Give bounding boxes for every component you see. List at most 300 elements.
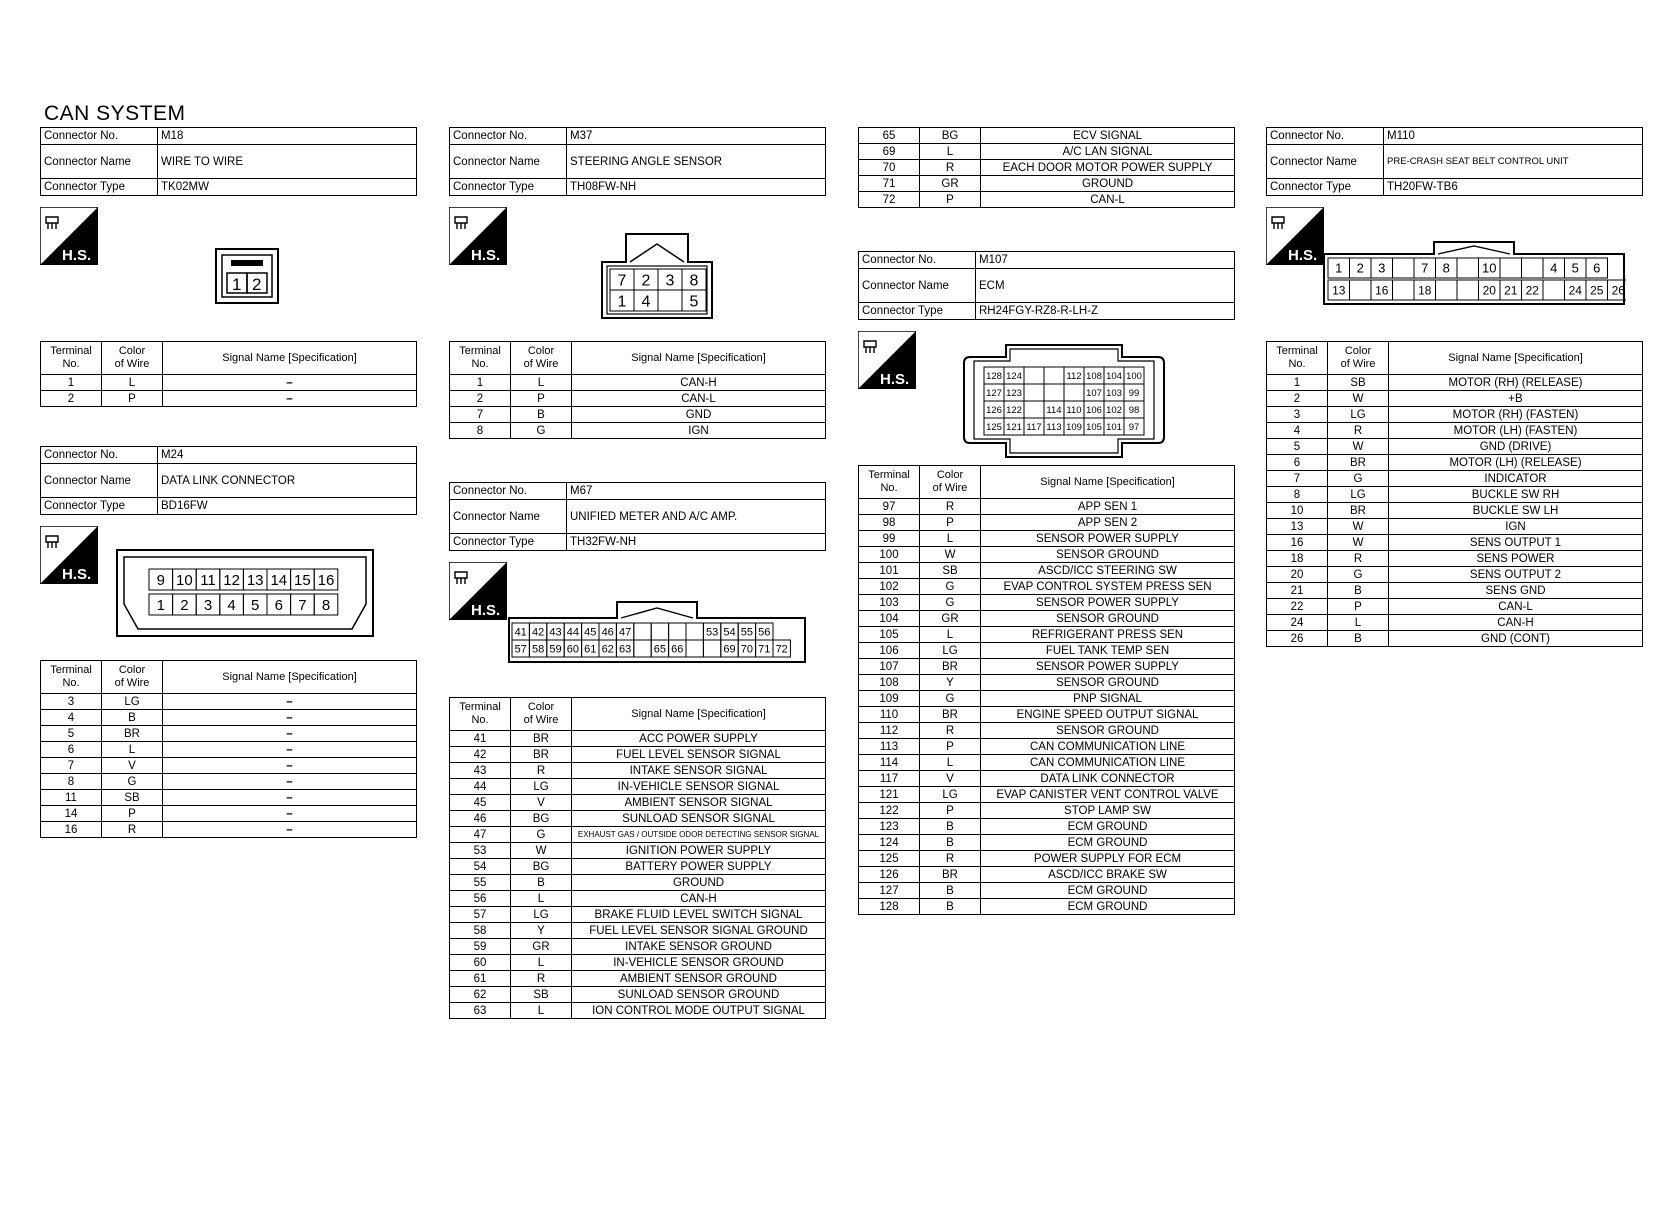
terminal-no: 2: [450, 391, 511, 407]
hs-label: H.S.: [62, 247, 92, 264]
signal-name: ASCD/ICC BRAKE SW: [981, 867, 1235, 883]
wire-color: W: [1328, 439, 1389, 455]
pin-row: [859, 835, 1235, 851]
terminal-no: 47: [450, 827, 511, 843]
m37-connector-type: TH08FW-NH: [567, 179, 826, 196]
signal-name: APP SEN 1: [981, 499, 1235, 515]
terminal-no: 53: [450, 843, 511, 859]
m107-connector-info: [858, 251, 1235, 320]
wire-color: V: [920, 771, 981, 787]
wire-color: L: [511, 955, 572, 971]
terminal-no: 58: [450, 923, 511, 939]
terminal-no: 16: [41, 822, 102, 838]
m107-pin: 102: [1106, 404, 1122, 416]
terminal-no: 45: [450, 795, 511, 811]
pin-row: [859, 867, 1235, 883]
terminal-no: 117: [859, 771, 920, 787]
signal-name: FUEL LEVEL SENSOR SIGNAL: [572, 747, 826, 763]
signal-name: CAN-L: [572, 391, 826, 407]
pin-row: [1267, 487, 1643, 503]
pin-row: [859, 691, 1235, 707]
pin-row: [450, 1003, 826, 1019]
wire-color: R: [511, 971, 572, 987]
pin-cell: [686, 640, 703, 657]
wire-color: G: [920, 691, 981, 707]
pin-row: [859, 819, 1235, 835]
wire-color: BR: [102, 726, 163, 742]
wire-color: G: [511, 423, 572, 439]
pin-row: [450, 859, 826, 875]
header-terminal-no: Terminal No.: [41, 342, 102, 375]
m110-pin: 13: [1332, 283, 1346, 298]
signal-name: GND (CONT): [1389, 631, 1643, 647]
signal-name: MOTOR (RH) (FASTEN): [1389, 407, 1643, 423]
terminal-no: 7: [1267, 471, 1328, 487]
signal-name: GND: [572, 407, 826, 423]
pin-row: [41, 758, 417, 774]
header-terminal-no: Terminal No.: [859, 466, 920, 499]
wire-color: G: [1328, 471, 1389, 487]
terminal-no: 97: [859, 499, 920, 515]
pin-row: [859, 899, 1235, 915]
wire-color: P: [102, 806, 163, 822]
signal-name: FUEL LEVEL SENSOR SIGNAL GROUND: [572, 923, 826, 939]
signal-name: SENSOR GROUND: [981, 611, 1235, 627]
signal-name: –: [163, 790, 417, 806]
label-connector-no: Connector No.: [1267, 128, 1384, 145]
terminal-no: 110: [859, 707, 920, 723]
pin-cell: [658, 290, 682, 311]
signal-name: MOTOR (LH) (RELEASE): [1389, 455, 1643, 471]
pin-row: [41, 726, 417, 742]
pin-cell: [1024, 384, 1044, 401]
pin-row: [450, 779, 826, 795]
header-signal-name: Signal Name [Specification]: [981, 466, 1235, 499]
pin-row: [859, 176, 1235, 192]
wire-color: W: [920, 547, 981, 563]
m110-pin: 20: [1482, 283, 1496, 298]
m18-pin: 2: [252, 275, 262, 294]
wire-color: B: [920, 835, 981, 851]
signal-name: SENS GND: [1389, 583, 1643, 599]
pin-row: [859, 883, 1235, 899]
signal-name: IGN: [1389, 519, 1643, 535]
wire-color: R: [1328, 423, 1389, 439]
pin-cell: [1024, 367, 1044, 384]
wire-color: W: [1328, 519, 1389, 535]
signal-name: PNP SIGNAL: [981, 691, 1235, 707]
signal-name: IGN: [572, 423, 826, 439]
m67-pin: 43: [549, 626, 562, 639]
m24-pin: 1: [156, 596, 165, 614]
label-connector-name: Connector Name: [859, 269, 976, 303]
pin-row: [1267, 583, 1643, 599]
wire-color: B: [1328, 583, 1389, 599]
m24-pin: 12: [223, 571, 240, 589]
signal-name: –: [163, 391, 417, 407]
signal-name: ACC POWER SUPPLY: [572, 731, 826, 747]
wire-color: P: [920, 739, 981, 755]
m110-connector-face: [1322, 240, 1626, 306]
pin-row: [859, 755, 1235, 771]
wire-color: LG: [511, 779, 572, 795]
m67-pin: 70: [740, 643, 754, 656]
m24-connector-info: [40, 446, 417, 515]
signal-name: INTAKE SENSOR SIGNAL: [572, 763, 826, 779]
terminal-no: 7: [450, 407, 511, 423]
pin-cell: [669, 623, 686, 640]
m107-pin: 109: [1066, 421, 1082, 433]
label-connector-no: Connector No.: [41, 447, 158, 464]
pin-cell: [1350, 280, 1372, 300]
m24-pin: 3: [203, 596, 213, 614]
label-connector-type: Connector Type: [1267, 179, 1384, 196]
m110-pin: 8: [1442, 260, 1450, 276]
pin-row: [1267, 471, 1643, 487]
m67-pin: 45: [584, 626, 597, 639]
header-terminal-no: Terminal No.: [1267, 342, 1328, 375]
pin-row: [450, 811, 826, 827]
pin-row: [859, 563, 1235, 579]
signal-name: SENSOR GROUND: [981, 723, 1235, 739]
wire-color: G: [1328, 567, 1389, 583]
header-signal-name: Signal Name [Specification]: [1389, 342, 1643, 375]
pin-row: [859, 787, 1235, 803]
pin-row: [41, 790, 417, 806]
wire-color: LG: [1328, 487, 1389, 503]
m107-pin: 123: [1006, 387, 1022, 399]
signal-name: +B: [1389, 391, 1643, 407]
m37-pin: 8: [689, 272, 699, 290]
signal-name: MOTOR (LH) (FASTEN): [1389, 423, 1643, 439]
terminal-no: 46: [450, 811, 511, 827]
pin-row: [859, 515, 1235, 531]
m37-connector-no: M37: [567, 128, 826, 145]
terminal-no: 125: [859, 851, 920, 867]
hs-label: H.S.: [1288, 247, 1318, 264]
terminal-no: 1: [41, 375, 102, 391]
pin-row: [450, 747, 826, 763]
signal-name: CAN COMMUNICATION LINE: [981, 755, 1235, 771]
m110-pin: 7: [1421, 260, 1429, 276]
wire-color: BR: [1328, 455, 1389, 471]
signal-name: –: [163, 822, 417, 838]
wire-color: B: [1328, 631, 1389, 647]
m18-connector-face: [215, 248, 281, 306]
wire-color: BG: [511, 859, 572, 875]
signal-name: CAN-H: [572, 375, 826, 391]
m67-pin: 62: [601, 643, 614, 656]
terminal-no: 5: [1267, 439, 1328, 455]
pin-row: [41, 822, 417, 838]
terminal-no: 61: [450, 971, 511, 987]
wire-color: W: [511, 843, 572, 859]
signal-name: ION CONTROL MODE OUTPUT SIGNAL: [572, 1003, 826, 1019]
terminal-no: 22: [1267, 599, 1328, 615]
m67-pin: 46: [601, 626, 614, 639]
pin-row: [859, 611, 1235, 627]
pin-row: [859, 627, 1235, 643]
signal-name: EACH DOOR MOTOR POWER SUPPLY: [981, 160, 1235, 176]
signal-name: CAN-H: [1389, 615, 1643, 631]
terminal-no: 8: [1267, 487, 1328, 503]
terminal-no: 4: [1267, 423, 1328, 439]
wire-color: P: [920, 515, 981, 531]
signal-name: BRAKE FLUID LEVEL SWITCH SIGNAL: [572, 907, 826, 923]
pin-cell: [1522, 258, 1544, 278]
label-connector-type: Connector Type: [450, 534, 567, 551]
wire-color: SB: [102, 790, 163, 806]
signal-name: GND (DRIVE): [1389, 439, 1643, 455]
wire-color: L: [1328, 615, 1389, 631]
pin-row: [450, 955, 826, 971]
m24-pin: 6: [274, 596, 283, 614]
m67-pin: 41: [514, 626, 527, 639]
m24-pin: 14: [270, 571, 288, 589]
m67-pin: 71: [758, 643, 771, 656]
terminal-no: 6: [41, 742, 102, 758]
wire-color: L: [511, 375, 572, 391]
terminal-no: 69: [859, 144, 920, 160]
terminal-no: 128: [859, 899, 920, 915]
wire-color: BR: [920, 867, 981, 883]
m24-pin: 8: [321, 596, 331, 614]
hs-label: H.S.: [471, 602, 501, 619]
pin-row: [41, 774, 417, 790]
hs-harness-side-icon: [40, 207, 98, 265]
m110-pin: 6: [1593, 260, 1601, 276]
m110-pin: 2: [1356, 260, 1364, 276]
pin-row: [450, 375, 826, 391]
pin-cell: [1393, 280, 1415, 300]
terminal-no: 18: [1267, 551, 1328, 567]
pin-row: [1267, 599, 1643, 615]
pin-row: [450, 423, 826, 439]
wire-color: BR: [920, 659, 981, 675]
wire-color: R: [920, 160, 981, 176]
m107-pin: 125: [986, 421, 1002, 433]
signal-name: INDICATOR: [1389, 471, 1643, 487]
label-connector-type: Connector Type: [450, 179, 567, 196]
signal-name: –: [163, 742, 417, 758]
pin-row: [1267, 519, 1643, 535]
pin-row: [450, 843, 826, 859]
signal-name: BUCKLE SW LH: [1389, 503, 1643, 519]
m110-pin: 3: [1378, 260, 1386, 276]
pin-cell: [1500, 258, 1522, 278]
wire-color: SB: [920, 563, 981, 579]
m37-pin: 3: [665, 272, 675, 290]
label-connector-no: Connector No.: [859, 252, 976, 269]
m107-pin: 124: [1006, 370, 1022, 382]
signal-name: –: [163, 710, 417, 726]
signal-name: ASCD/ICC STEERING SW: [981, 563, 1235, 579]
terminal-no: 54: [450, 859, 511, 875]
terminal-no: 100: [859, 547, 920, 563]
label-connector-type: Connector Type: [859, 303, 976, 320]
wire-color: P: [511, 391, 572, 407]
pin-row: [41, 375, 417, 391]
signal-name: ECV SIGNAL: [981, 128, 1235, 144]
terminal-no: 16: [1267, 535, 1328, 551]
m107-pin: 127: [986, 387, 1002, 399]
m67-connector-name: UNIFIED METER AND A/C AMP.: [567, 500, 826, 534]
signal-name: MOTOR (RH) (RELEASE): [1389, 375, 1643, 391]
pin-cell: [1457, 280, 1479, 300]
signal-name: ECM GROUND: [981, 883, 1235, 899]
signal-name: CAN-H: [572, 891, 826, 907]
m24-connector-no: M24: [158, 447, 417, 464]
pin-row: [450, 391, 826, 407]
wire-color: SB: [511, 987, 572, 1003]
signal-name: ENGINE SPEED OUTPUT SIGNAL: [981, 707, 1235, 723]
signal-name: STOP LAMP SW: [981, 803, 1235, 819]
wire-color: BR: [1328, 503, 1389, 519]
terminal-no: 71: [859, 176, 920, 192]
wire-color: BR: [511, 731, 572, 747]
terminal-no: 3: [41, 694, 102, 710]
pin-cell: [1436, 280, 1458, 300]
signal-name: ECM GROUND: [981, 819, 1235, 835]
wire-color: LG: [102, 694, 163, 710]
wire-color: LG: [1328, 407, 1389, 423]
terminal-no: 103: [859, 595, 920, 611]
wire-color: R: [920, 499, 981, 515]
m110-connector-info: [1266, 127, 1643, 196]
pin-row: [859, 723, 1235, 739]
m107-pin: 99: [1128, 387, 1140, 399]
wire-color: G: [920, 579, 981, 595]
m110-pin: 10: [1482, 260, 1497, 276]
wire-color: G: [511, 827, 572, 843]
m67-connector-info: [449, 482, 826, 551]
m67-pin: 42: [531, 626, 545, 639]
pin-cell: [1024, 401, 1044, 418]
wire-color: L: [511, 1003, 572, 1019]
signal-name: GROUND: [981, 176, 1235, 192]
terminal-no: 113: [859, 739, 920, 755]
terminal-no: 112: [859, 723, 920, 739]
terminal-no: 107: [859, 659, 920, 675]
hs-label: H.S.: [62, 566, 92, 583]
pin-row: [859, 192, 1235, 208]
m107-pin: 117: [1026, 421, 1042, 433]
m67-pin: 65: [653, 643, 667, 656]
pin-row: [1267, 423, 1643, 439]
pin-row: [859, 579, 1235, 595]
m18-connector-type: TK02MW: [158, 179, 417, 196]
signal-name: SUNLOAD SENSOR SIGNAL: [572, 811, 826, 827]
pin-row: [859, 739, 1235, 755]
wire-color: W: [1328, 535, 1389, 551]
signal-name: DATA LINK CONNECTOR: [981, 771, 1235, 787]
label-connector-name: Connector Name: [1267, 145, 1384, 179]
pin-row: [41, 806, 417, 822]
signal-name: –: [163, 694, 417, 710]
m107-pin: 114: [1046, 404, 1062, 416]
terminal-no: 108: [859, 675, 920, 691]
pin-row: [450, 907, 826, 923]
signal-name: EVAP CANISTER VENT CONTROL VALVE: [981, 787, 1235, 803]
wire-color: L: [920, 144, 981, 160]
pin-row: [859, 531, 1235, 547]
m24-connector-name: DATA LINK CONNECTOR: [158, 464, 417, 498]
terminal-no: 13: [1267, 519, 1328, 535]
m107-connector-name: ECM: [976, 269, 1235, 303]
label-connector-name: Connector Name: [41, 464, 158, 498]
pin-cell: [634, 623, 651, 640]
m37-connector-info: [449, 127, 826, 196]
m37-pin: 1: [617, 293, 627, 311]
pin-row: [1267, 375, 1643, 391]
terminal-no: 109: [859, 691, 920, 707]
terminal-no: 114: [859, 755, 920, 771]
hs-label: H.S.: [880, 371, 910, 388]
wire-color: B: [920, 819, 981, 835]
signal-name: POWER SUPPLY FOR ECM: [981, 851, 1235, 867]
terminal-no: 21: [1267, 583, 1328, 599]
terminal-no: 42: [450, 747, 511, 763]
pin-cell: [1393, 258, 1415, 278]
wire-color: GR: [920, 611, 981, 627]
wire-color: V: [511, 795, 572, 811]
m107-pin: 112: [1066, 370, 1082, 382]
m107-pin: 110: [1066, 404, 1082, 416]
pin-row: [859, 144, 1235, 160]
pin-row: [1267, 391, 1643, 407]
signal-name: SENSOR GROUND: [981, 675, 1235, 691]
m24-connector-type: BD16FW: [158, 498, 417, 515]
terminal-no: 14: [41, 806, 102, 822]
wire-color: G: [920, 595, 981, 611]
signal-name: SENS OUTPUT 2: [1389, 567, 1643, 583]
m107-pin: 128: [986, 370, 1002, 382]
signal-name: GROUND: [572, 875, 826, 891]
terminal-no: 2: [41, 391, 102, 407]
signal-name: CAN COMMUNICATION LINE: [981, 739, 1235, 755]
signal-name: EXHAUST GAS / OUTSIDE ODOR DETECTING SENSOR SIGNAL: [572, 827, 826, 843]
wire-color: P: [1328, 599, 1389, 615]
m37-connector-face: [600, 232, 714, 320]
wire-color: SB: [1328, 375, 1389, 391]
terminal-no: 102: [859, 579, 920, 595]
pin-row: [450, 827, 826, 843]
m107-pin-table: [858, 465, 1235, 915]
pin-cell: [1543, 280, 1565, 300]
m67-pin: 53: [705, 626, 719, 639]
pin-row: [859, 675, 1235, 691]
wire-color: L: [920, 755, 981, 771]
pin-row: [450, 971, 826, 987]
m18-connector-name: WIRE TO WIRE: [158, 145, 417, 179]
signal-name: IGNITION POWER SUPPLY: [572, 843, 826, 859]
m24-pin: 15: [294, 571, 311, 589]
m110-connector-no: M110: [1384, 128, 1643, 145]
terminal-no: 4: [41, 710, 102, 726]
m18-connector-info: [40, 127, 417, 196]
pin-cell: [703, 640, 720, 657]
m67-pin: 69: [723, 643, 736, 656]
signal-name: IN-VEHICLE SENSOR SIGNAL: [572, 779, 826, 795]
signal-name: –: [163, 806, 417, 822]
m18-pin: 1: [232, 275, 242, 294]
m67-pin: 66: [671, 643, 684, 656]
terminal-no: 1: [1267, 375, 1328, 391]
m110-pin: 25: [1590, 283, 1604, 298]
m110-pin: 1: [1335, 260, 1343, 276]
pin-row: [1267, 631, 1643, 647]
signal-name: IN-VEHICLE SENSOR GROUND: [572, 955, 826, 971]
